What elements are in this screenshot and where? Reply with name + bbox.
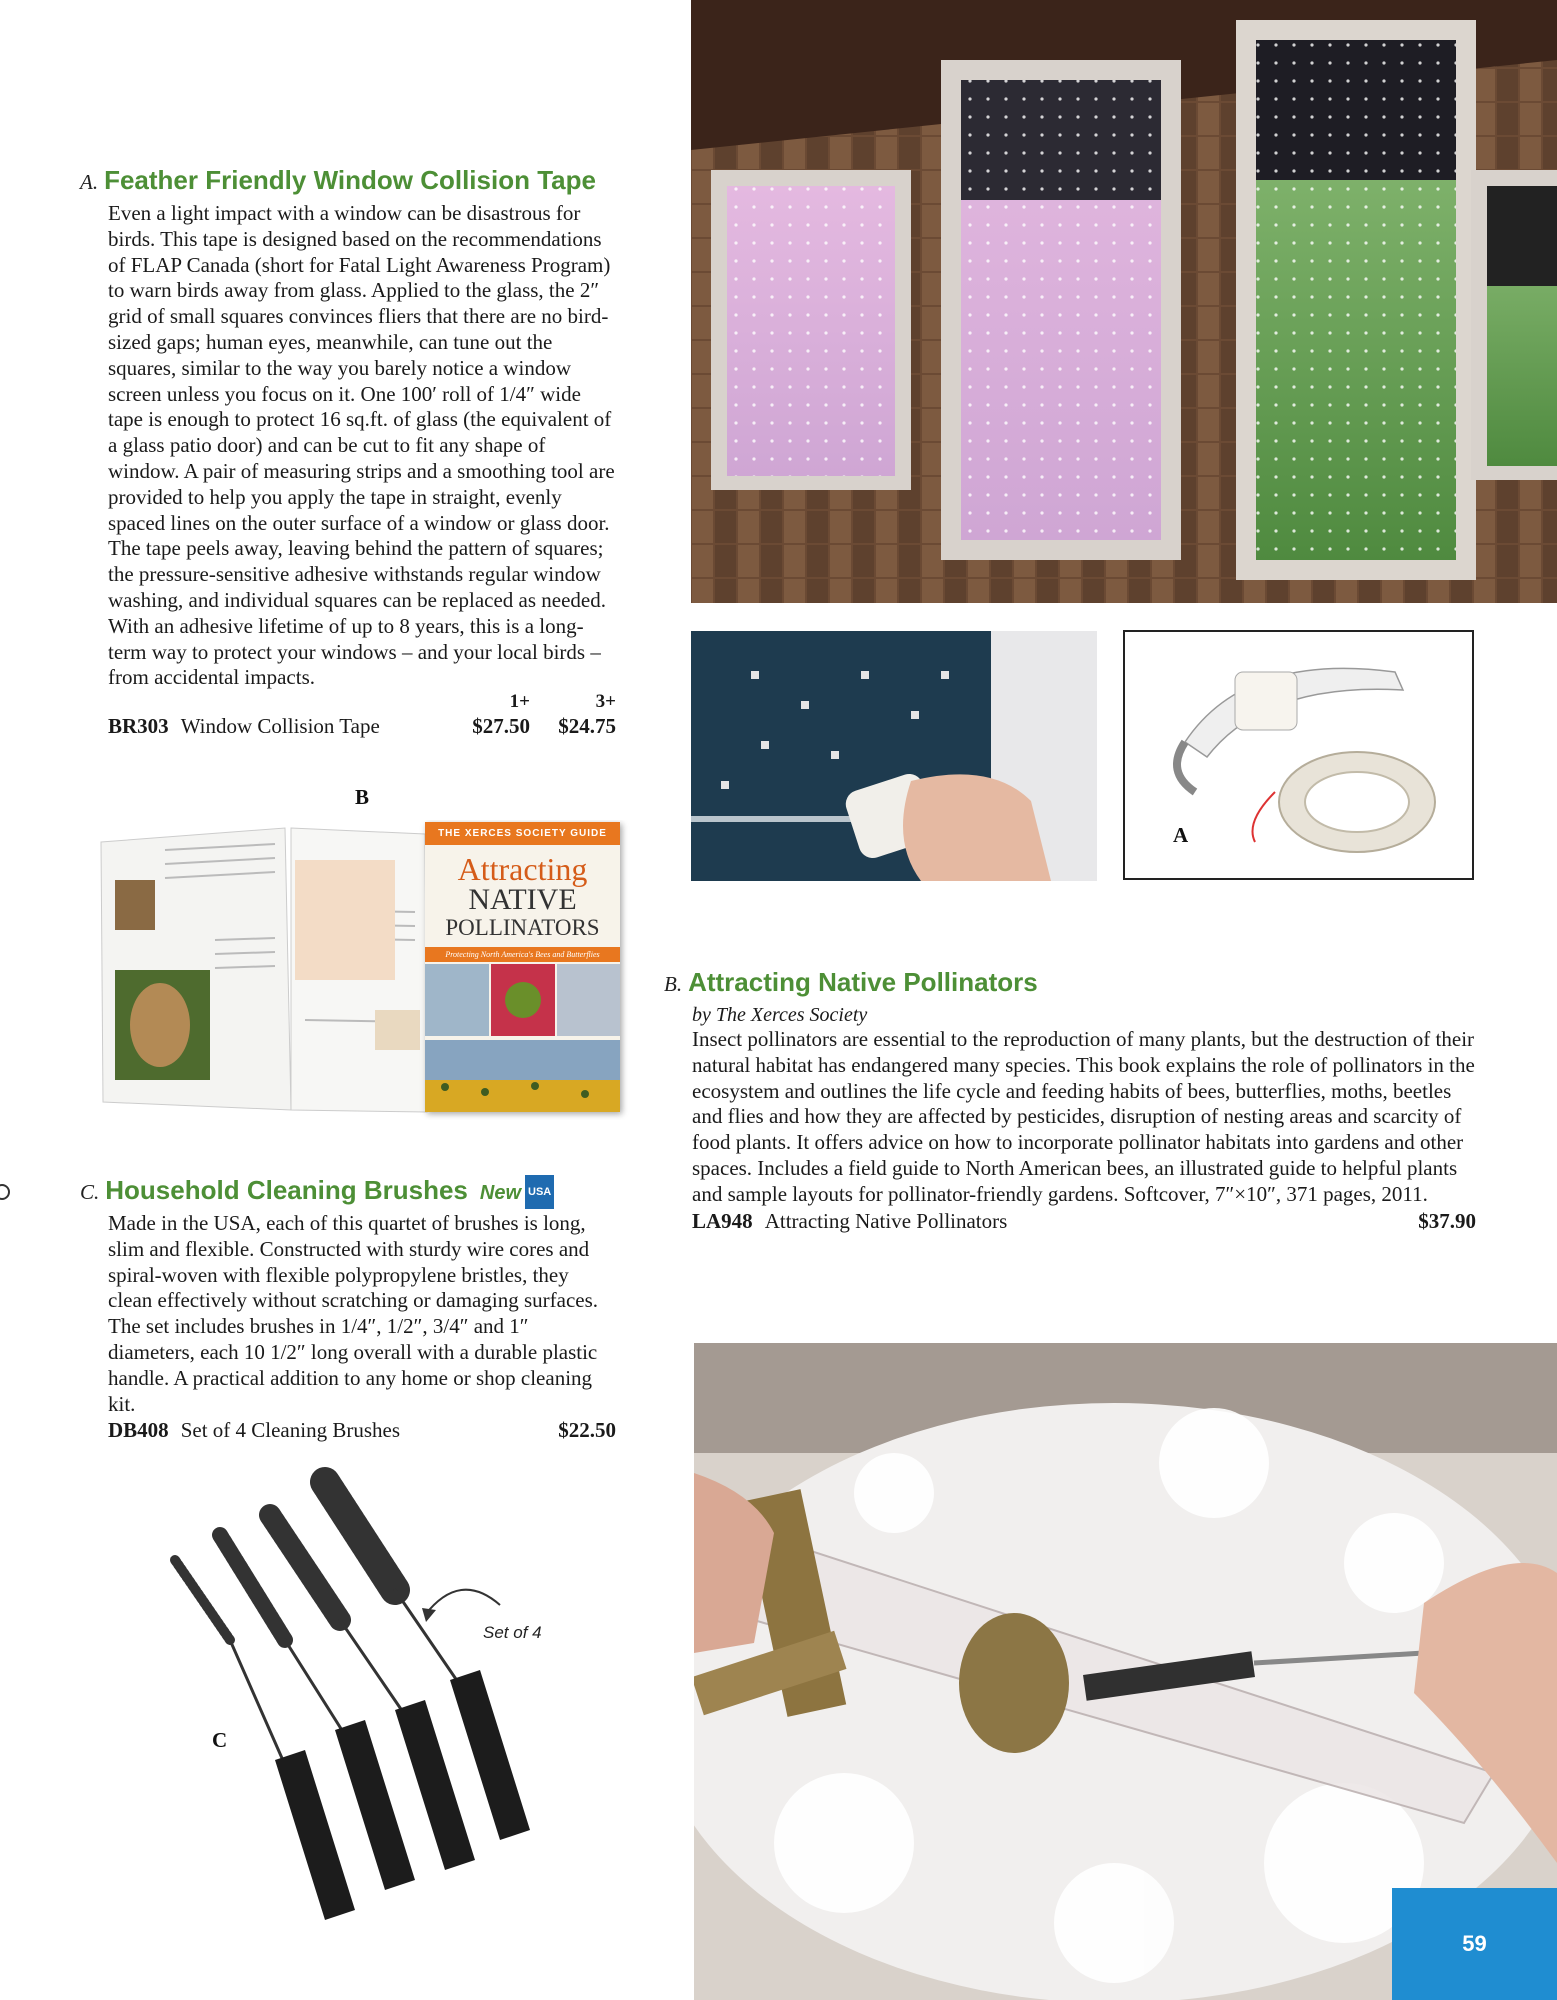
product-b-description: Insect pollinators are essential to the reproduction of many plants, but the destruction of their natural habitat has endangered many species. This book explains the role of pollinators in the ecosystem and outlines the life cycle and feeding habits of bees, butterflies, moths, beetles and flies and how they are affected by pesticides, disruption of nesting areas and scarcity of food plants. It offers advice on how to incorporate pollinator habitats into gardens and other spaces. Includes a field guide to North American bees, an illustrated guide to helpful plants and sample layouts for pollinator-friendly gardens. Softcover, 7″×10″, 371 pages, 2011. [692, 1027, 1475, 1206]
image-label-b: B [355, 785, 370, 809]
product-a-price-3: $24.75 [558, 714, 616, 739]
window-photo-illustration [691, 0, 1557, 603]
product-a-title: Feather Friendly Window Collision Tape [104, 165, 596, 195]
product-b-heading [664, 966, 1476, 1003]
registration-mark [0, 1184, 10, 1200]
product-c [80, 1174, 616, 1443]
product-b-sku: LA948 [692, 1208, 753, 1233]
book-cover [425, 822, 620, 1112]
product-c-description: Made in the USA, each of this quartet of brushes is long, slim and flexible. Constructed with sturdy wire cores and spiral-woven with flexible polypropylene bristles, they clean effectively without scratching or damaging surfaces. The set includes brushes in 1/4″, 1/2″, 3/4″ and 1″ diameters, each 10 1/2″ long overall with a durable plastic handle. A practical addition to any home or shop cleaning kit. [108, 1211, 599, 1416]
product-b-order-row [692, 1208, 1476, 1234]
product-a-sku: BR303 [108, 714, 169, 739]
brushes-illustration [160, 1460, 620, 1940]
product-a-letter: A. [80, 170, 99, 194]
book-series: THE XERCES SOCIETY GUIDE [425, 822, 620, 845]
product-c-heading [80, 1174, 616, 1211]
book-title-line2: NATIVE [468, 883, 577, 916]
tape-product-photo [1123, 630, 1474, 880]
book-subtitle: Protecting North America's Bees and Butterflies [425, 947, 620, 962]
product-c-name: Set of 4 Cleaning Brushes [180, 1418, 400, 1443]
product-c-price: $22.50 [558, 1418, 616, 1443]
usa-flag-icon: USA [525, 1175, 554, 1209]
product-b-title: Attracting Native Pollinators [688, 967, 1038, 997]
product-b [664, 966, 1476, 1234]
qty-head-1: 1+ [509, 691, 530, 713]
new-badge: New [479, 1182, 521, 1204]
page-number: 59 [1392, 1888, 1557, 2000]
book-title-line3: POLLINATORS [445, 915, 600, 940]
window-photo [691, 0, 1557, 603]
product-b-letter: B. [664, 972, 683, 996]
set-of-4-label: Set of 4 [483, 1623, 542, 1642]
qty-head-2: 3+ [595, 691, 616, 713]
product-b-byline: by The Xerces Society [692, 1004, 868, 1026]
product-a-heading [80, 164, 616, 201]
book-cover-photos [425, 962, 620, 1112]
product-a-qty-heads [108, 691, 616, 713]
application-photo-illustration [691, 631, 1097, 881]
application-photo [691, 631, 1097, 881]
product-c-title: Household Cleaning Brushes [105, 1175, 468, 1205]
product-a-name: Window Collision Tape [180, 714, 380, 739]
product-a-description: Even a light impact with a window can be disastrous for birds. This tape is designed based on the recommendations of FLAP Canada (short for Fatal Light Awareness Program) to warn birds away from glass. Applied to the glass, the 2″ grid of small squares convinces fliers that there are no bird-sized gaps; human eyes, meanwhile, can tune out the squares, similar to the way you barely notice a window screen unless you focus on it. One 100′ roll of 1/4″ wide tape is enough to protect 16 sq.ft. of glass (the equivalent of a glass patio door) and can be cut to fit any shape of window. A pair of measuring strips and a smoothing tool are provided to help you apply the tape in straight, evenly spaced lines on the outer surface of a window or glass door. The tape peels away, leaving behind the pattern of squares; the pressure-sensitive adhesive withstands regular window washing, and individual squares can be replaced as needed. With an adhesive lifetime of up to 8 years, this is a long-term way to protect your windows – and your local birds – from accidental impacts. [108, 201, 615, 690]
product-c-sku: DB408 [108, 1418, 169, 1443]
brushes-photo [160, 1460, 620, 1940]
image-label-c: C [212, 1728, 228, 1752]
product-a-price-1: $27.50 [472, 714, 530, 739]
book-title-line1: Attracting [457, 851, 588, 887]
product-a [80, 164, 616, 739]
book-photo [95, 820, 630, 1120]
product-c-letter: C. [80, 1180, 100, 1204]
product-c-order-row [108, 1417, 616, 1443]
product-b-name: Attracting Native Pollinators [764, 1208, 1008, 1233]
product-a-order-row [108, 713, 616, 739]
product-b-price: $37.90 [1418, 1208, 1476, 1233]
image-label-a: A [1173, 823, 1189, 847]
